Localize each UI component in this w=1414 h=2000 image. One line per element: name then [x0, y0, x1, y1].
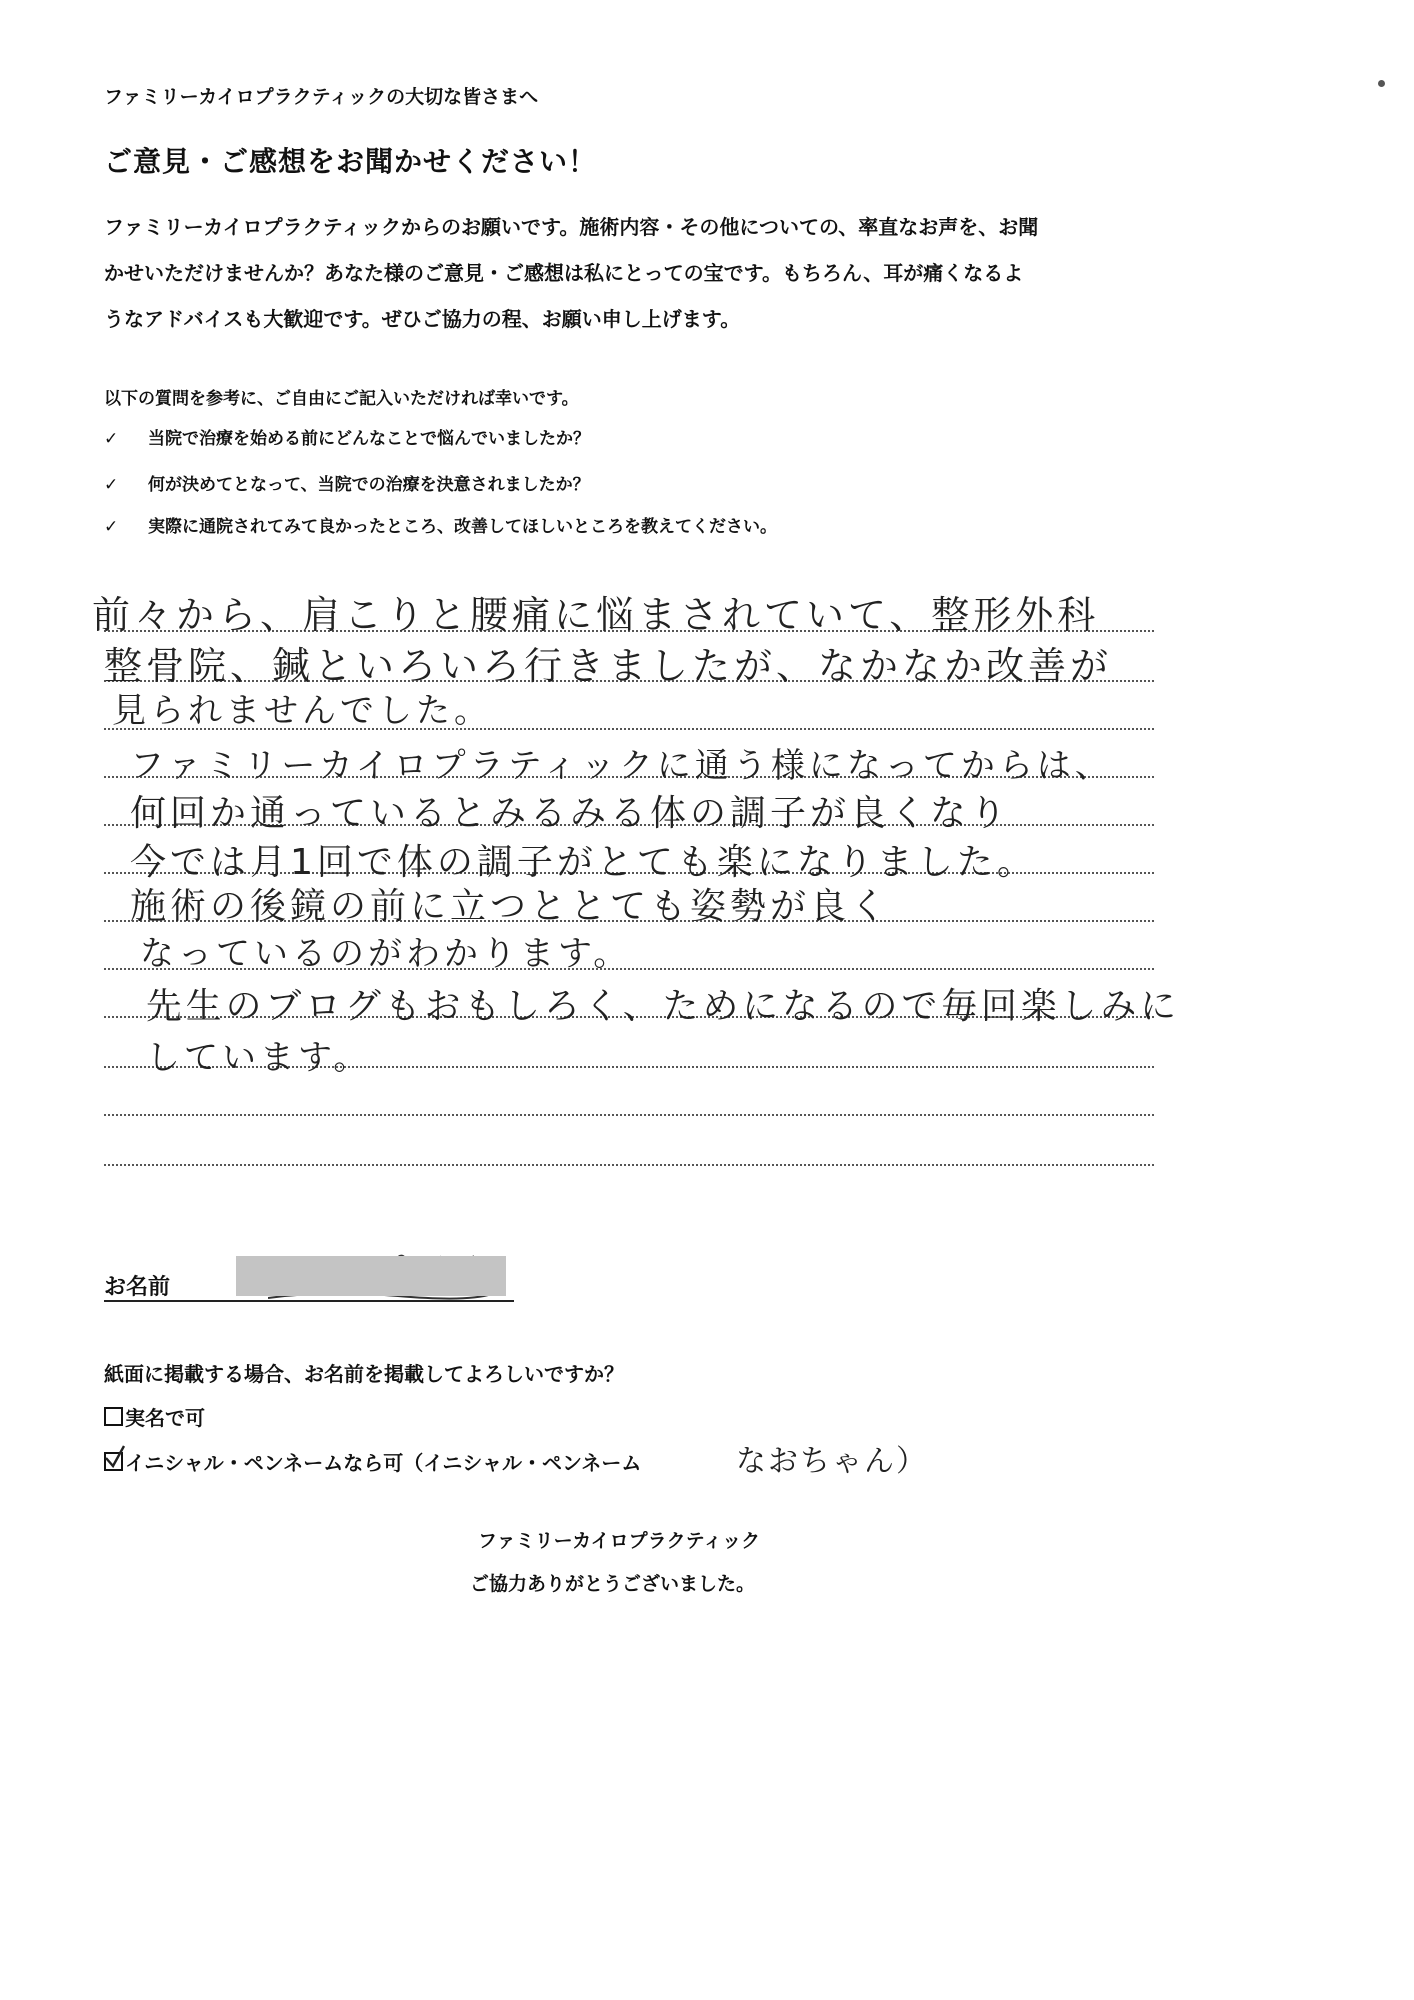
handwritten-response-line: なっているのがわかります。 [140, 934, 632, 974]
checkbox-initial-penname[interactable] [104, 1452, 123, 1471]
intro-paragraph [104, 204, 1038, 342]
question-item [104, 424, 590, 449]
question-text: 実際に通院されてみて良かったところ、改善してほしいところを教えてください。 [148, 517, 777, 537]
intro-line: ファミリーカイロプラクティックからのお願いです。施術内容・その他についての、率直なお声を、お聞 [104, 215, 1039, 239]
handwritten-response-line: 先生のブログもおもしろく、ためになるので毎回楽しみに [146, 986, 1181, 1027]
name-underline [104, 1300, 514, 1302]
handwritten-pen-name: なおちゃん） [736, 1444, 928, 1479]
option-real-name-label: 実名で可 [125, 1406, 205, 1430]
option-initial-penname [104, 1447, 641, 1476]
handwritten-response-line: 整骨院、鍼といろいろ行きましたが、なかなか改善が [104, 644, 1113, 688]
option-initial-label: イニシャル・ペンネームなら可（イニシャル・ペンネーム [125, 1451, 642, 1475]
check-mark-icon: ✓ [104, 475, 119, 495]
questions-intro: 以下の質問を参考に、ご自由にご記入いただければ幸いです。 [104, 389, 579, 409]
intro-line: うなアドバイスも大歓迎です。ぜひご協力の程、お願い申し上げます。 [104, 307, 741, 331]
answer-rule-line [104, 1164, 1154, 1166]
footer-thanks: ご協力ありがとうございました。 [470, 1573, 756, 1595]
handwritten-response-line: しています。 [146, 1038, 372, 1078]
publish-question: 紙面に掲載する場合、お名前を掲載してよろしいですか？ [104, 1362, 624, 1386]
check-mark-icon: ✓ [104, 517, 119, 537]
checkbox-real-name[interactable] [104, 1407, 123, 1426]
question-item [104, 512, 777, 537]
question-text: 何が決めてとなって、当院での治療を決意されましたか？ [148, 475, 590, 495]
scan-speck [1378, 80, 1385, 87]
option-real-name [104, 1402, 205, 1431]
handwritten-check-icon [104, 1444, 126, 1470]
handwritten-response-line: 前々から、肩こりと腰痛に悩まされていて、整形外科 [92, 593, 1100, 637]
footer-clinic-name: ファミリーカイロプラクティック [478, 1530, 761, 1552]
greeting-line: ファミリーカイロプラクティックの大切な皆さまへ [104, 86, 539, 108]
intro-line: かせいただけませんか？あなた様のご意見・ご感想は私にとっての宝です。もちろん、耳が痛くなるよ [104, 261, 1024, 285]
handwritten-response-line: ファミリーカイロプラティックに通う様になってからは、 [130, 746, 1113, 786]
handwritten-response-line: 施術の後鏡の前に立つととても姿勢が良く [130, 886, 891, 927]
name-label: お名前 [104, 1275, 171, 1300]
handwritten-response-line: 何回か通っているとみるみる体の調子が良くなり [130, 793, 1011, 834]
answer-rule-line [104, 1114, 1154, 1116]
handwritten-response-line: 見られませんでした。 [112, 691, 492, 731]
check-mark-icon: ✓ [104, 429, 119, 449]
handwritten-response-line: 今では月1回で体の調子がとても楽になりました。 [130, 842, 1037, 883]
question-item [104, 470, 590, 495]
question-text: 当院で治療を始める前にどんなことで悩んでいましたか？ [148, 429, 590, 449]
form-headline: ご意見・ご感想をお聞かせください！ [104, 145, 598, 178]
redacted-name-block [236, 1256, 506, 1296]
